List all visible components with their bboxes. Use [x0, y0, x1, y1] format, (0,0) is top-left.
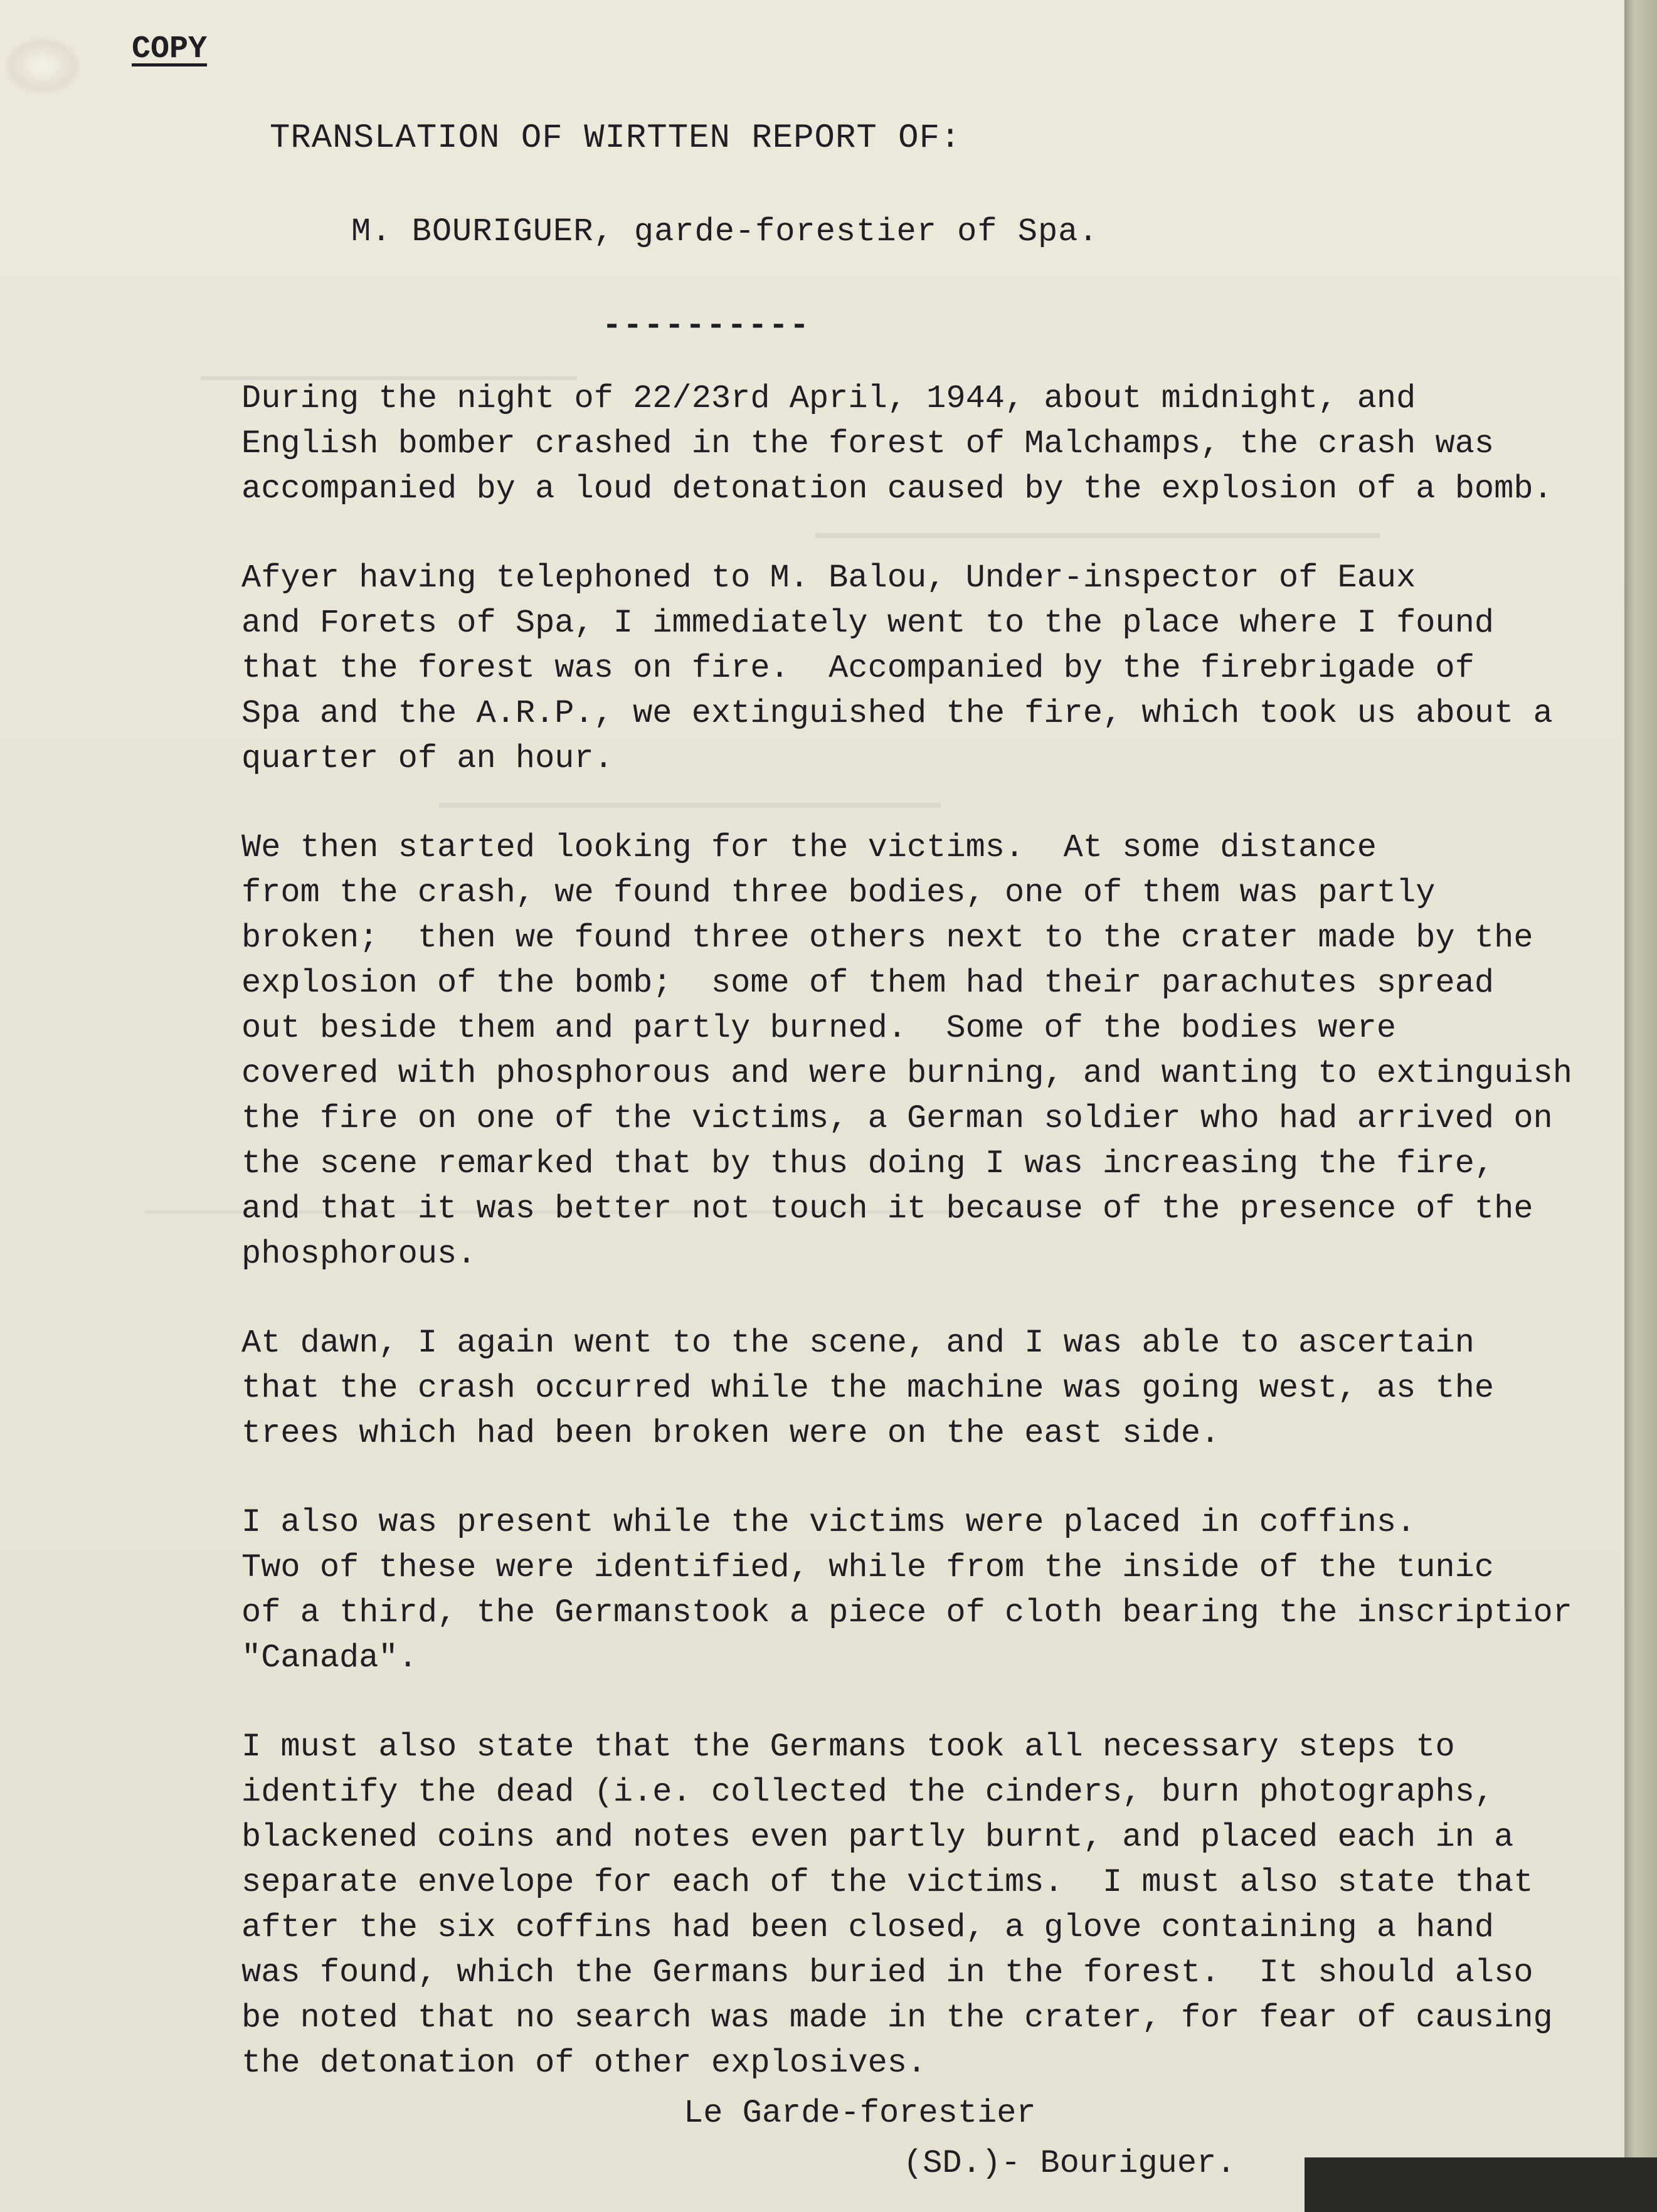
punch-hole — [5, 38, 80, 94]
text-line: English bomber crashed in the forest of Malchamps, the crash was — [241, 425, 1495, 462]
title-divider: ---------- — [602, 307, 811, 344]
paragraph — [129, 376, 1628, 512]
text-line: of a third, the Germanstook a piece of cloth bearing the inscriptior — [241, 1594, 1572, 1631]
text-line: out beside them and partly burned. Some of the bodies were — [241, 1010, 1397, 1047]
text-line: We then started looking for the victims. At some distance — [241, 829, 1377, 866]
text-line: Two of these were identified, while from the inside of the tunic — [241, 1549, 1495, 1586]
text-line: and that it was better not touch it because of the presence of the — [241, 1190, 1533, 1227]
document-title: TRANSLATION OF WIRTTEN REPORT OF: — [270, 119, 961, 157]
paragraph — [129, 1321, 1628, 1456]
text-line: be noted that no search was made in the crater, for fear of causing — [241, 1999, 1553, 2036]
text-line: Spa and the A.R.P., we extinguished the fire, which took us about a — [241, 695, 1553, 732]
text-line: covered with phosphorous and were burning, and wanting to extinguish — [241, 1055, 1572, 1092]
paragraph — [129, 556, 1628, 781]
paragraph — [129, 1725, 1628, 2086]
paragraph — [129, 825, 1628, 1277]
text-line: that the forest was on fire. Accompanied by the firebrigade of — [241, 650, 1474, 687]
text-line: During the night of 22/23rd April, 1944, about midnight, and — [241, 380, 1416, 417]
text-line: explosion of the bomb; some of them had their parachutes spread — [241, 965, 1495, 1002]
text-line: the scene remarked that by thus doing I was increasing the fire, — [241, 1145, 1495, 1182]
text-line: blackened coins and notes even partly burnt, and placed each in a — [241, 1819, 1514, 1856]
underlying-page-edge — [1624, 0, 1657, 2212]
text-line: At dawn, I again went to the scene, and I was able to ascertain — [241, 1325, 1474, 1362]
text-line: quarter of an hour. — [241, 740, 613, 777]
text-line: Afyer having telephoned to M. Balou, Under-inspector of Eaux — [241, 559, 1416, 596]
text-line: was found, which the Germans buried in the forest. It should also — [241, 1954, 1533, 1991]
paragraph — [129, 1500, 1628, 1681]
text-line: trees which had been broken were on the east side. — [241, 1415, 1220, 1452]
signature-title: Le Garde-forestier — [684, 2095, 1036, 2132]
report-body — [129, 376, 1628, 2130]
text-line: accompanied by a loud detonation caused by the explosion of a bomb. — [241, 470, 1553, 507]
text-line: the detonation of other explosives. — [241, 2045, 927, 2082]
text-line: and Forets of Spa, I immediately went to the place where I found — [241, 605, 1495, 642]
text-line: the fire on one of the victims, a German soldier who had arrived on — [241, 1100, 1553, 1137]
text-line: from the crash, we found three bodies, one of them was partly — [241, 874, 1436, 911]
text-line: phosphorous. — [241, 1236, 477, 1273]
signature-name: (SD.)- Bouriguer. — [903, 2145, 1236, 2182]
text-line: "Canada". — [241, 1639, 418, 1676]
text-line: I also was present while the victims were placed in coffins. — [241, 1504, 1416, 1541]
document-subtitle: M. BOURIGUER, garde-forestier of Spa. — [351, 213, 1099, 250]
text-line: separate envelope for each of the victims. I must also state that — [241, 1864, 1533, 1901]
text-line: broken; then we found three others next to the crater made by the — [241, 919, 1533, 956]
text-line: after the six coffins had been closed, a glove containing a hand — [241, 1909, 1495, 1946]
dark-background-strip — [1305, 2157, 1657, 2212]
text-line: I must also state that the Germans took all necessary steps to — [241, 1728, 1455, 1765]
text-line: identify the dead (i.e. collected the cinders, burn photographs, — [241, 1774, 1495, 1811]
copy-label: COPY — [132, 31, 208, 67]
text-line: that the crash occurred while the machine was going west, as the — [241, 1370, 1495, 1407]
